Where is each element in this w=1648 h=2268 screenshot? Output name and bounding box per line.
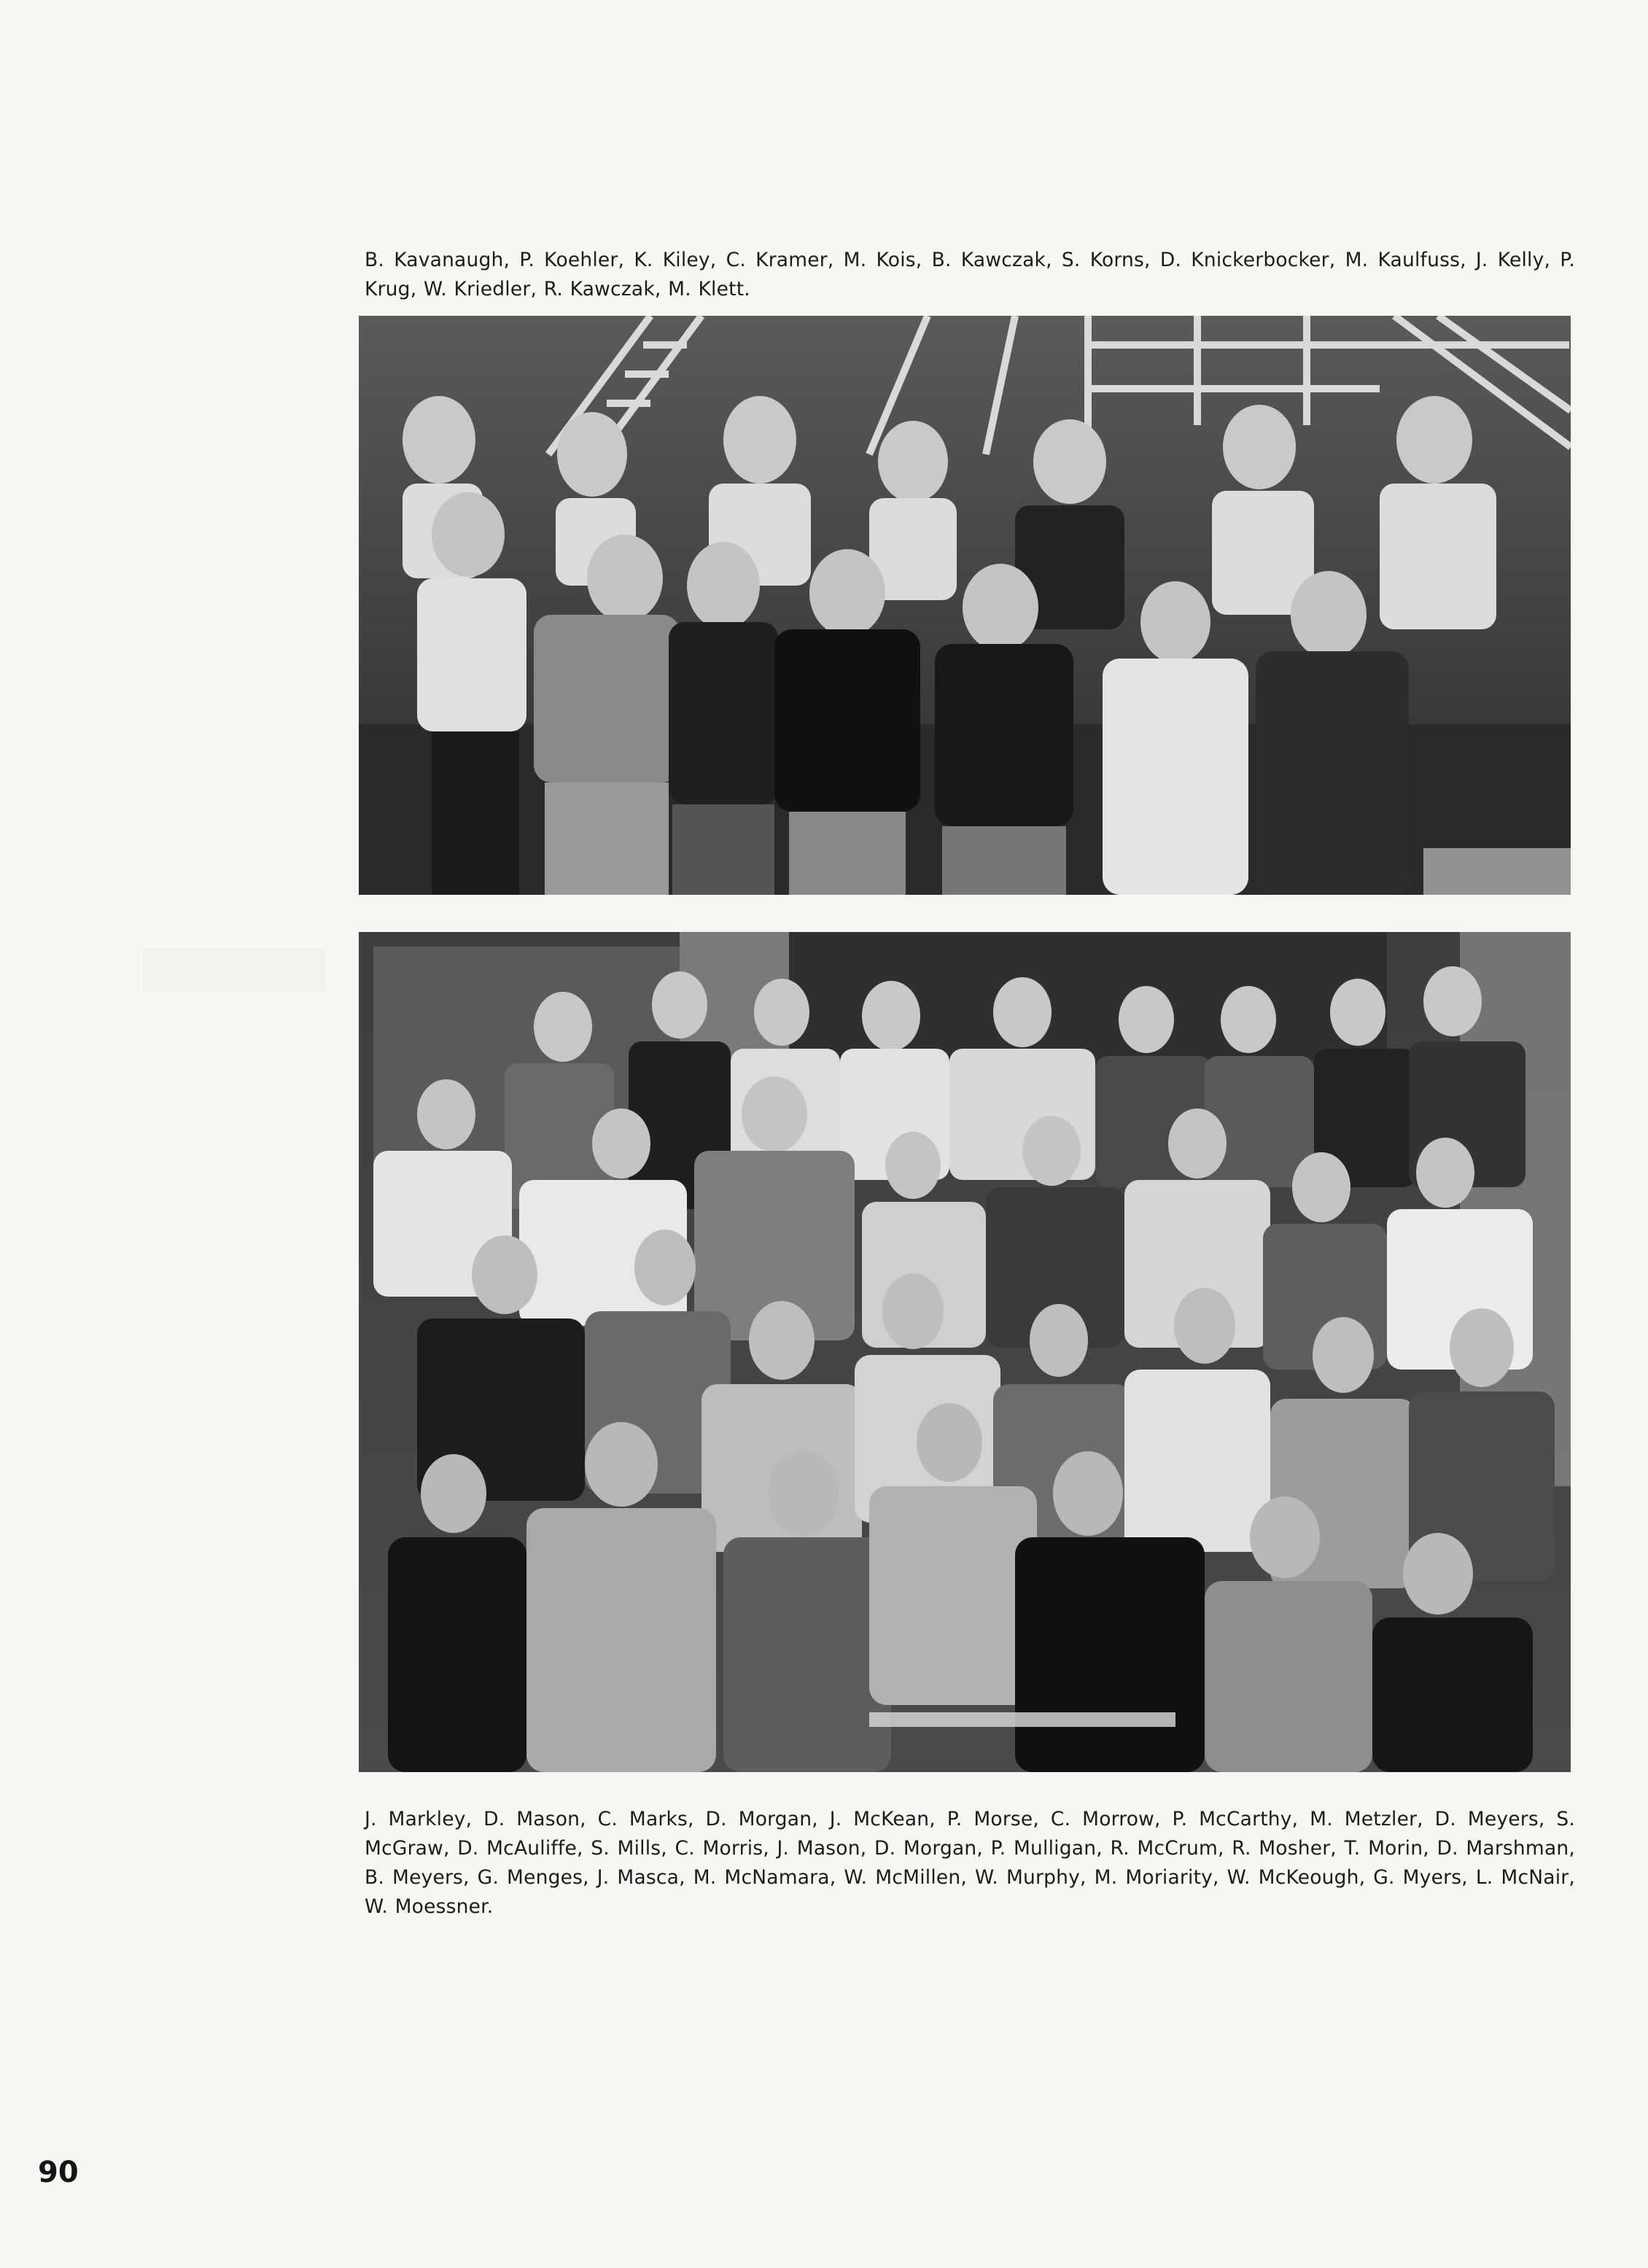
page-number: 90 <box>38 2156 79 2189</box>
group-photo-top <box>359 316 1571 895</box>
group-photo-top-image <box>359 316 1571 895</box>
caption-top-group: B. Kavanaugh, P. Koehler, K. Kiley, C. Kramer, M. Kois, B. Kawczak, S. Korns, D. Knickerbocker, M. Kaulfuss, J. Kelly, P. Krug, W. Kriedler, R. Kawczak, M. Klett. <box>365 249 1575 300</box>
group-photo-bottom <box>359 932 1571 1772</box>
caption-bottom-group: J. Markley, D. Mason, C. Marks, D. Morgan, J. McKean, P. Morse, C. Morrow, P. McCarthy, M. Metzler, D. Meyers, S. McGraw, D. McAuliffe, S. Mills, C. Morris, J. Mason, D. Morgan, P. Mulligan, R. McCrum, R. Mosher, T. Morin, D. Marshman, B. Meyers, G. Menges, J. Masca, M. McNamara, W. McMillen, W. Murphy, M. Moriarity, W. McKeough, G. Myers, L. McNair, W. Moessner. <box>365 1808 1575 1918</box>
page-bleed-through <box>143 948 325 992</box>
group-photo-bottom-image <box>359 932 1571 1772</box>
